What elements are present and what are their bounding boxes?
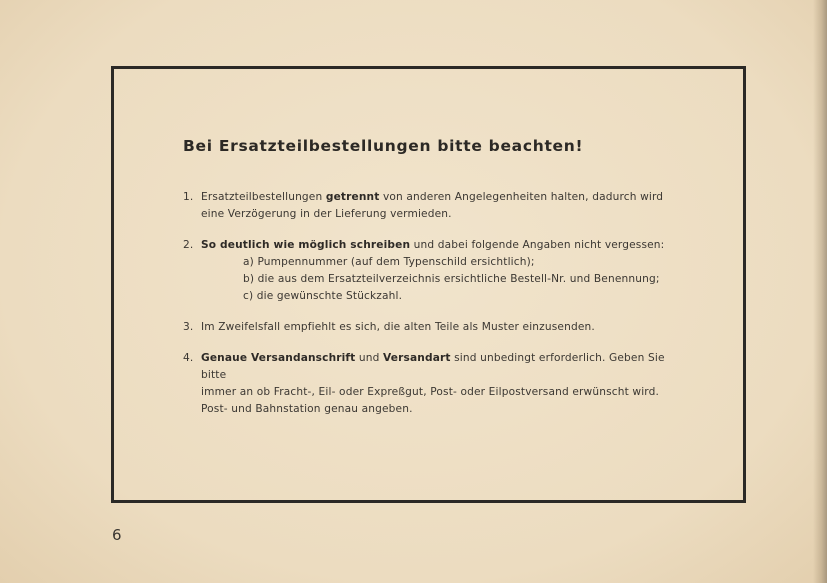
item-line: eine Verzögerung in der Lieferung vermieden.	[201, 208, 452, 220]
item-text: und dabei folgende Angaben nicht vergessen:	[410, 239, 665, 251]
item-emphasis: Versandart	[383, 352, 451, 364]
item-line: Im Zweifelsfall empfiehlt es sich, die alten Teile als Muster einzusenden.	[201, 321, 595, 333]
item-emphasis: getrennt	[325, 191, 380, 203]
item-text: Ersatzteilbestellungen	[201, 191, 326, 203]
item-number: 4.	[183, 352, 194, 364]
item-emphasis: Genaue Versandanschrift	[201, 352, 356, 364]
instruction-item-2	[183, 237, 693, 305]
instruction-item-3	[183, 319, 693, 336]
item-line: immer an ob Fracht-, Eil- oder Expreßgut, Post- oder Eilpostversand erwünscht wird.	[201, 386, 660, 398]
page-binding-shadow	[813, 0, 827, 583]
sub-item-c: c) die gewünschte Stückzahl.	[243, 290, 403, 302]
sub-item-a: a) Pumpennummer (auf dem Typenschild ersichtlich);	[243, 256, 535, 268]
item-number: 2.	[183, 239, 194, 251]
instruction-list	[183, 189, 693, 432]
item-line	[201, 237, 693, 254]
sub-item-b: b) die aus dem Ersatzteilverzeichnis ersichtliche Bestell-Nr. und Benennung;	[243, 273, 660, 285]
item-number: 1.	[183, 191, 194, 203]
page-number: 6	[112, 526, 122, 544]
item-line: Post- und Bahnstation genau angeben.	[201, 403, 413, 415]
item-line	[201, 189, 693, 206]
instruction-item-1	[183, 189, 693, 223]
item-line	[201, 350, 693, 384]
item-text: sind unbedingt erforderlich. Geben Sie bitte	[201, 352, 665, 381]
instruction-item-4	[183, 350, 693, 418]
item-emphasis: So deutlich wie möglich schreiben	[201, 239, 411, 251]
notice-heading: Bei Ersatzteilbestellungen bitte beachten!	[183, 137, 584, 155]
item-number: 3.	[183, 321, 194, 333]
item-text: und	[355, 352, 384, 364]
item-text: von anderen Angelegenheiten halten, dadurch wird	[379, 191, 664, 203]
